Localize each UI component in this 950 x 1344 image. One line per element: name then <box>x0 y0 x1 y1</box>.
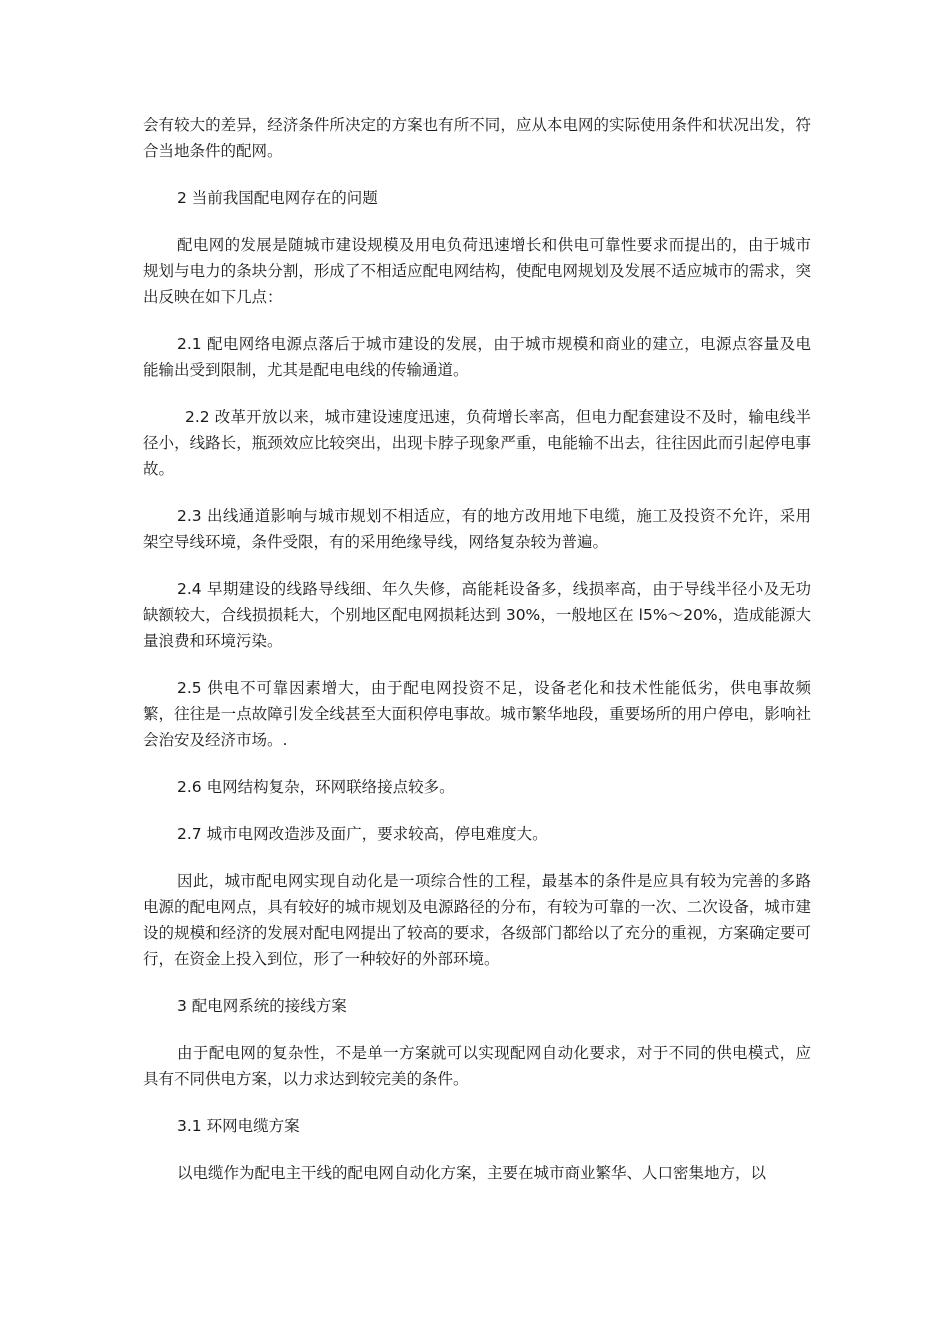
paragraph-intro: 配电网的发展是随城市建设规模及用电负荷迅速增长和供电可靠性要求而提出的，由于城市规划与电力的条块分割，形成了不相适应配电网结构，使配电网规划及发展不适应城市的需求，突出反映在如下几点： <box>143 236 811 306</box>
document-page <box>143 112 811 1186</box>
list-item-2-6: 2.6 电网结构复杂，环网联络接点较多。 <box>177 778 455 796</box>
section-heading-2: 2 当前我国配电网存在的问题 <box>177 189 378 207</box>
list-item-2-3: 2.3 出线通道影响与城市规划不相适应，有的地方改用地下电缆，施工及投资不允许，采用架空导线环境，条件受限，有的采用绝缘导线，网络复杂较为普遍。 <box>143 507 811 551</box>
list-item-2-4: 2.4 早期建设的线路导线细、年久失修，高能耗设备多，线损率高，由于导线半径小及无功缺额较大，合线损损耗大，个别地区配电网损耗达到 30%，一般地区在 l5%～20%，造成能源大量浪费和环境污染。 <box>143 580 811 650</box>
section-heading-3: 3 配电网系统的接线方案 <box>177 997 347 1015</box>
list-item-2-2: 2.2 改革开放以来，城市建设速度迅速，负荷增长率高，但电力配套建设不及时，输电线半径小，线路长，瓶颈效应比较突出，出现卡脖子现象严重，电能输不出去，往往因此而引起停电事故。 <box>143 408 811 478</box>
paragraph-conclusion: 因此，城市配电网实现自动化是一项综合性的工程，最基本的条件是应具有较为完善的多路电源的配电网点，具有较好的城市规划及电源路径的分布，有较为可靠的一次、二次设备，城市建设的规模和经济的发展对配电网提出了较高的要求，各级部门都给以了充分的重视，方案确定要可行，在资金上投入到位，形了一种较好的外部环境。 <box>143 872 811 968</box>
list-item-2-5: 2.5 供电不可靠因素增大，由于配电网投资不足，设备老化和技术性能低劣，供电事故频繁，往往是一点故障引发全线甚至大面积停电事故。城市繁华地段，重要场所的用户停电，影响社会治安及经济市场。. <box>143 679 811 749</box>
list-item-2-1: 2.1 配电网络电源点落后于城市建设的发展，由于城市规模和商业的建立，电源点容量及电能输出受到限制，尤其是配电电线的传输通道。 <box>143 335 811 379</box>
subsection-heading-3-1: 3.1 环网电缆方案 <box>177 1117 300 1135</box>
list-item-2-7: 2.7 城市电网改造涉及面广，要求较高，停电难度大。 <box>177 825 548 843</box>
paragraph-wiring-intro: 由于配电网的复杂性，不是单一方案就可以实现配网自动化要求，对于不同的供电模式，应具有不同供电方案，以力求达到较完美的条件。 <box>143 1044 811 1088</box>
paragraph-continuation: 会有较大的差异，经济条件所决定的方案也有所不同，应从本电网的实际使用条件和状况出发，符合当地条件的配网。 <box>143 116 811 160</box>
paragraph-cable-scheme: 以电缆作为配电主干线的配电网自动化方案，主要在城市商业繁华、人口密集地方，以 <box>177 1164 767 1182</box>
